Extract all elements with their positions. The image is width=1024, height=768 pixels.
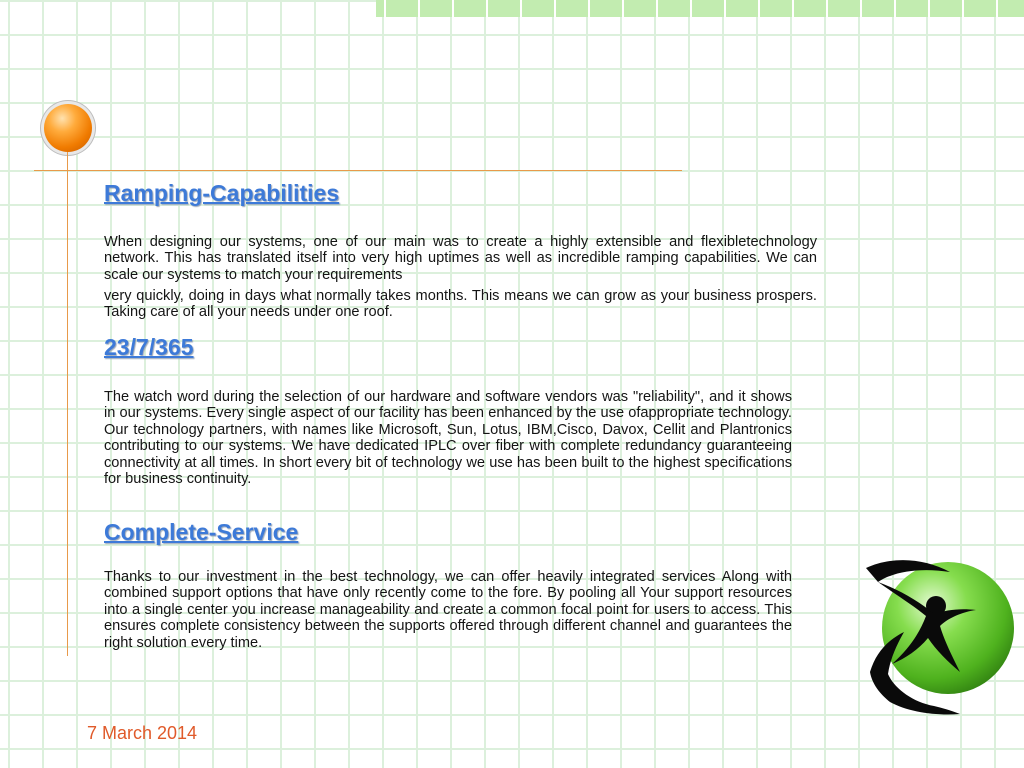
top-decor-band — [376, 0, 1024, 17]
paragraph-uptime: The watch word during the selection of our hardware and software vendors was "reliability", and it shows in our systems. Every single aspect of our facility has been enhanced by the use ofappropriate technology. Our technology partners, with names like Microsoft, Sun, Lotus, IBM,Cisco, Davox, Cellit and Plantronics contributing to our systems. We have dedicated IPLC over fiber with complete redundancy guaranteeing connectivity at all times. In short every bit of technology we use has been built to the highest specifications for business continuity. — [104, 389, 792, 488]
divider-horizontal — [34, 170, 682, 171]
heading-complete-service: Complete-Service — [104, 519, 299, 545]
heading-uptime: 23/7/365 — [104, 334, 194, 360]
heading-ramping-capabilities: Ramping-Capabilities — [104, 180, 340, 206]
runner-globe-logo-icon — [852, 552, 1022, 722]
footer-date: 7 March 2014 — [87, 723, 198, 743]
paragraph-ramping-1: When designing our systems, one of our main was to create a highly extensible and flexibletechnology network. This has translated itself into very high uptimes as well as incredible ramping capabilities. We can scale our systems to match your requirements — [104, 234, 817, 283]
paragraph-ramping-2: very quickly, doing in days what normally takes months. This means we can grow as your business prospers. Taking care of all your needs under one roof. — [104, 288, 817, 321]
orange-orb-icon — [44, 104, 92, 152]
paragraph-complete-service: Thanks to our investment in the best technology, we can offer heavily integrated services Along with combined support options that have only recently come to the fore. By pooling all Your support resources into a single center you increase manageability and create a common focal point for users to access. This ensures complete consistency between the supports offered through different channel and guarantees the right solution every time. — [104, 569, 792, 651]
divider-vertical — [67, 152, 68, 656]
